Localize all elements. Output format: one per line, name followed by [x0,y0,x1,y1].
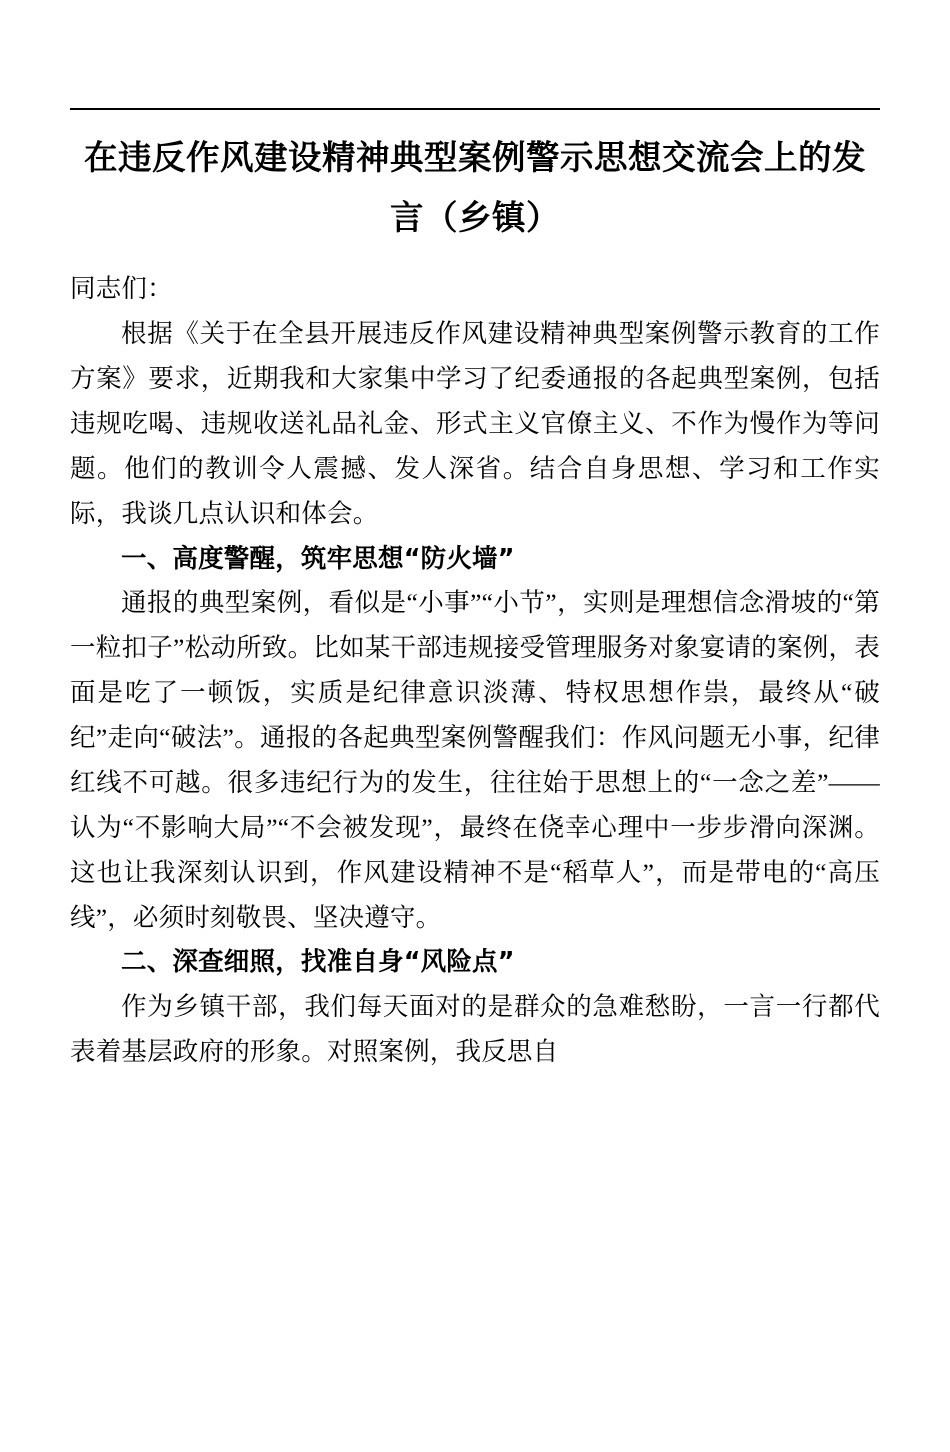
body-paragraph-1: 根据《关于在全县开展违反作风建设精神典型案例警示教育的工作方案》要求，近期我和大家集中学习了纪委通报的各起典型案例，包括违规吃喝、违规收送礼品礼金、形式主义官僚主义、不作为慢作为等问题。他们的教训令人震撼、发人深省。结合自身思想、学习和工作实际，我谈几点认识和体会。 [70,319,880,528]
body-paragraph-3: 作为乡镇干部，我们每天面对的是群众的急难愁盼，一言一行都代表着基层政府的形象。对照案例，我反思自 [70,992,880,1067]
section-heading-1: 一、高度警醒，筑牢思想“防火墙” [121,543,515,574]
section-heading-2: 二、深查细照，找准自身“风险点” [121,947,515,978]
document-page [0,108,950,1452]
body-paragraph-2: 通报的典型案例，看似是“小事”“小节”，实则是理想信念滑坡的“第一粒扣子”松动所致。比如某干部违规接受管理服务对象宴请的案例，表面是吃了一顿饭，实质是纪律意识淡薄、特权思想作祟，最终从“破纪”走向“破法”。通报的各起典型案例警醒我们：作风问题无小事，纪律红线不可越。很多违纪行为的发生，往往始于思想上的“一念之差”——认为“不影响大局”“不会被发现”，最终在侥幸心理中一步步滑向深渊。这也让我深刻认识到，作风建设精神不是“稻草人”，而是带电的“高压线”，必须时刻敬畏、坚决遵守。 [70,588,880,932]
salutation: 同志们： [70,274,173,304]
page-title: 在违反作风建设精神典型案例警示思想交流会上的发言（乡镇） [84,138,866,237]
